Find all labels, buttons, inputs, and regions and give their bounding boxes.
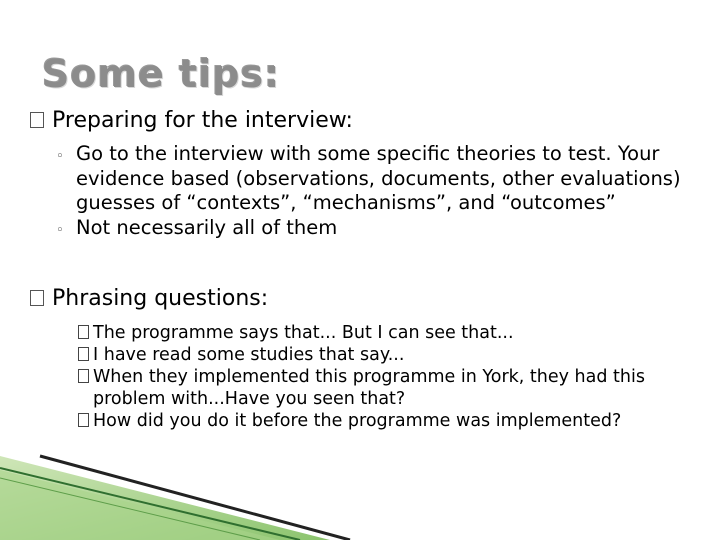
list-item — [78, 410, 678, 432]
list-item-text: The programme says that... But I can see that... — [93, 323, 514, 343]
list-item-text: Not necessarily all of them — [76, 215, 338, 239]
section-heading-preparing — [30, 108, 353, 133]
list-item — [56, 216, 696, 241]
ring-bullet-icon: ◦ — [56, 149, 64, 164]
section-heading-text: Preparing for the interview: — [52, 108, 353, 133]
list-item-text: When they implemented this programme in York, they had this problem with...Have you seen that? — [93, 367, 645, 409]
square-bullet-icon — [30, 112, 44, 128]
ring-bullet-icon: ◦ — [56, 222, 64, 238]
square-bullet-icon — [78, 413, 89, 427]
list-item-text: Go to the interview with some specific theories to test. Your evidence based (observations, documents, other evaluations) guesses of “contexts”, “mechanisms”, and “outcomes” — [76, 142, 681, 214]
preparing-list — [56, 142, 696, 240]
square-bullet-icon — [30, 290, 44, 306]
square-bullet-icon — [78, 369, 89, 383]
list-item — [56, 142, 696, 216]
list-item — [78, 344, 678, 366]
list-item — [78, 366, 678, 410]
square-bullet-icon — [78, 325, 89, 339]
square-bullet-icon — [78, 347, 89, 361]
section-heading-phrasing — [30, 286, 268, 311]
phrasing-list — [78, 322, 678, 432]
list-item-text: How did you do it before the programme was implemented? — [93, 411, 622, 431]
slide-title: Some tips: — [42, 52, 281, 96]
list-item-text: I have read some studies that say... — [93, 345, 405, 365]
list-item — [78, 322, 678, 344]
section-heading-text: Phrasing questions: — [52, 286, 269, 311]
